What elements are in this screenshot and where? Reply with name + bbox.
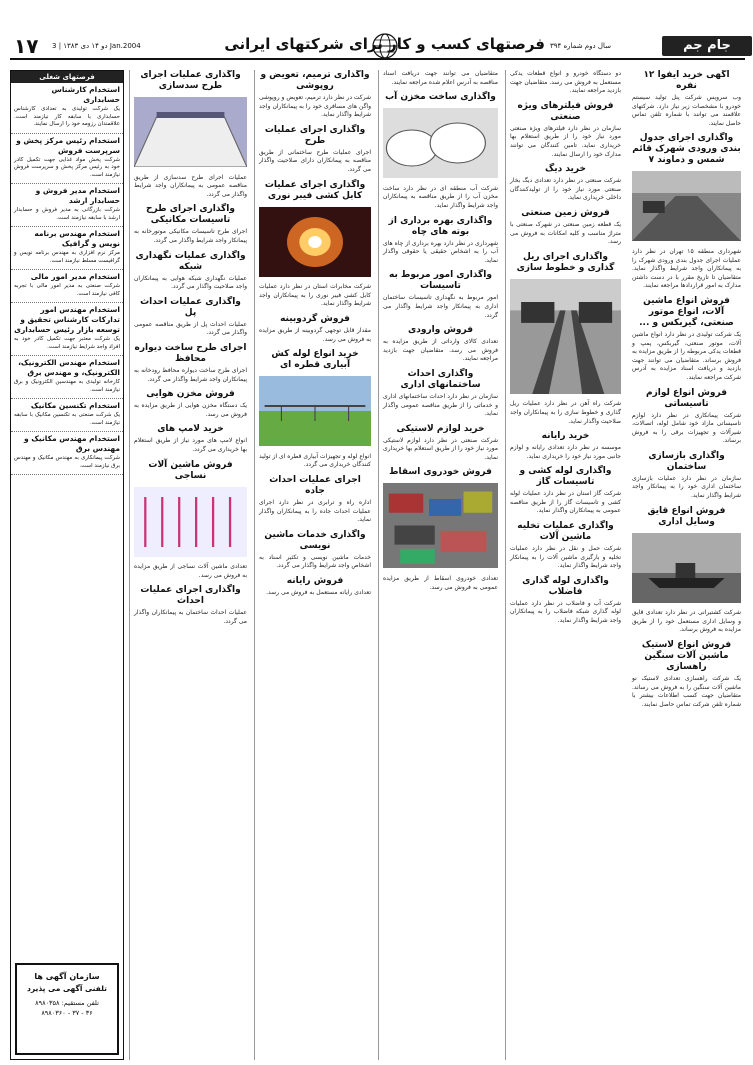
column-3 [378, 70, 502, 1060]
ad-title: واگذاری ساخت مخزن آب [385, 92, 496, 103]
ad-item: فروش انواع لاستیک ماشین آلات سنگین راهسازی یک شرکت راهسازی تعدادی لاستیک نو ماشین آلات سنگین را به فروش می رساند. متقاضیان جهت کسب اطلاعات بیشتر با شماره تلفن شرکت تماس حاصل نمایند. [632, 640, 741, 708]
ad-item: فروش رایانه تعدادی رایانه مستعمل به فروش می رسد. [255, 576, 375, 598]
job-item: استخدام مدیر امور مالی شرکت صنعتی به مدیر امور مالی با تجربه کافی نیازمند است. [11, 270, 123, 303]
ad-title: واگذاری عملیات تخلیه ماشین آلات [517, 521, 614, 543]
railway-photo [510, 279, 621, 394]
ad-title: واگذاری اجرای جدول بندی ورودی شهرک قائم شمس و دماوند ۷ [632, 133, 741, 166]
ad-item: واگذاری ترمیم، تعویض و روپوشی شرکت در نظر دارد ترمیم، تعویض و روپوشی واگن های مسافری خود را به پیمانکاران واجد شرایط واگذار نماید. [259, 70, 371, 119]
job-title: استخدام مدیر امور مالی [30, 272, 120, 281]
job-title: استخدام مهندس الکترونیک، الکترونیک، و مهندس برق [18, 358, 120, 377]
page-number: ١٧ [14, 34, 39, 58]
ad-item: خرید انواع لوله کش آبیاری قطره ای انواع لوله و تجهیزات آبیاری قطره ای از تولید کنندگان خریداری می گردد. [259, 349, 371, 469]
ad-item: واگذاری امور مربوط به تاسیسات امور مربوط به نگهداری تاسیسات ساختمان اداری به پیمانکار واجد شرایط واگذار می گردد. [383, 270, 498, 319]
fiber-optic-photo [259, 207, 371, 277]
job-item: استخدام مدیر فروش و حسابدار ارشد شرکت بازرگانی به مدیر فروش و حسابدار ارشد با سابقه نیازمند است. [11, 184, 123, 227]
ad-item: فروش خودروی اسقاط تعدادی خودروی اسقاط از طریق مزایده عمومی به فروش می رسد. [383, 467, 498, 591]
section-title: فرصتهای کسب و کار برای شرکتهای ایرانی [224, 35, 545, 53]
ad-title: فروش خودروی اسقاط [389, 467, 492, 478]
ad-title: اجرای عملیات احداث جاده [269, 474, 361, 496]
ads-office-subtitle: تلفنی آگهی می پذیرد [27, 984, 107, 993]
job-item: استخدام مهندس برنامه نویس و گرافیک مرکز نرم افزاری به مهندس برنامه نویس و گرافیست مسلط نیازمند است. [11, 227, 123, 270]
ad-item: واگذاری لوله کشی و تاسیسات گاز شرکت گاز استان در نظر دارد عملیات لوله کشی و تاسیسات گاز را از طریق مناقصه عمومی به پیمانکاران واگذار نماید. [510, 466, 621, 515]
ad-title: واگذاری اجرای ریل گذاری و خطوط سازی [516, 251, 615, 273]
ad-title: واگذاری عملیات احداث پل [140, 296, 241, 318]
ad-title: فروش انواع لاستیک ماشین آلات سنگین راهسازی [641, 640, 732, 673]
ad-item: فروش وارودی تعدادی کالای وارداتی از طریق مزایده به فروش می رسد. متقاضیان جهت بازدید مراجعه نمایند. [383, 325, 498, 363]
ad-item: خرید دیگ شرکت صنعتی در نظر دارد تعدادی دیگ بخار صنعتی مورد نیاز خود را از تولیدکنندگان داخلی خریداری نماید. [510, 164, 621, 202]
ad-title: فروش وارودی [408, 325, 473, 336]
boat-photo [632, 533, 741, 603]
job-item: استخدام مهندس مکانیک و مهندس برق شرکت پیمانکاری به مهندس مکانیک و مهندس برق نیازمند است. [11, 432, 123, 475]
ad-item: خرید رایانه موسسه در نظر دارد تعدادی رایانه و لوازم جانبی مورد نیاز خود را خریداری نماید. [510, 431, 621, 460]
ad-item: واگذاری عملیات احداث پل عملیات احداث پل از طریق مناقصه عمومی واگذار می گردد. [134, 296, 247, 337]
ad-item: واگذاری بهره برداری از بوته های چاه شهرداری در نظر دارد بهره برداری از چاه های آب را به اشخاص حقیقی یا حقوقی واگذار نماید. [383, 215, 498, 264]
job-title: استخدام مدیر فروش و حسابدار ارشد [35, 186, 120, 205]
ad-title: واگذاری عملیات نگهداری شبکه [135, 250, 246, 272]
ad-title: واگذاری اجرای عملیات کابل کشی فیبر نوری [264, 179, 366, 201]
ad-item: واگذاری عملیات نگهداری شبکه عملیات نگهداری شبکه هوایی به پیمانکاران واجد صلاحیت واگذار می گردد. [134, 250, 247, 291]
ad-item: واگذاری خدمات ماشین نویسی خدمات ماشین نویسی و تکثیر اسناد به اشخاص واجد شرایط واگذار می گردد. [259, 529, 371, 570]
job-item: استخدام رئیس مرکز پخش و سرپرست فروش شرکت پخش مواد غذایی جهت تکمیل کادر خود به رئیس مرکز پخش و سرپرست فروش نیازمند است. [11, 134, 123, 185]
ad-title: فروش زمین صنعتی [521, 207, 610, 218]
ad-title: واگذاری اجرای عملیات احداث [140, 585, 241, 607]
ad-item: واگذاری عملیات اجرای طرح سدسازی عملیات اجرای طرح سدسازی از طریق مناقصه عمومی به پیمانکاران واجد شرایط واگذار می گردد. [134, 70, 247, 198]
ads-phone-2: ۸۹۸۰۳۶۰ - ۳۷ - ۳۶ [41, 1009, 93, 1017]
ad-title: واگذاری عملیات اجرای طرح سدسازی [140, 70, 241, 91]
ad-title: فروش مخزن هوایی [146, 389, 235, 400]
ad-item: فروش انواع لوازم تاسیساتی شرکت پیمانکاری در نظر دارد لوازم تاسیساتی مازاد خود شامل لوله، اتصالات، شیرآلات و تجهیزات برقی را به فروش برساند. [632, 387, 741, 445]
ad-item: آگهی خرید ایفوا ۱۲ نفره وب سرویس شرکت پنل تولید سیستم خودرو با مشخصات زیر نیاز دارد. شرکتهای علاقمند می توانند با شماره تلفن تماس حاصل نمایند. [632, 70, 741, 127]
ad-item: واگذاری اجرای عملیات طرح اجرای عملیات طرح ساختمانی از طریق مناقصه به پیمانکاران دارای صلاحیت واگذار می گردد. [259, 124, 371, 173]
water-tanks-photo [383, 108, 498, 178]
ad-item: فروش گردوبینه مقدار قابل توجهی گردوبینه از طریق مزایده به فروش می رسد. [259, 313, 371, 343]
ad-title: واگذاری اجرای طرح تاسیسات مکانیکی [146, 204, 235, 226]
ad-item: فروش مخزن هوایی یک دستگاه مخزن هوایی از طریق مزایده به فروش می رسد. [134, 389, 247, 418]
job-title: استخدام تکنسین مکانیک [30, 401, 120, 410]
ad-item: واگذاری ساخت مخزن آب شرکت آب منطقه ای در نظر دارد ساخت مخزن آب را از طریق مناقصه به پیمانکاران واجد شرایط واگذار نماید. [383, 92, 498, 209]
ad-item: متقاضیان می توانند جهت دریافت اسناد مناقصه به آدرس اعلام شده مراجعه نمایند. [383, 70, 498, 86]
ad-title: فروش رایانه [286, 575, 344, 586]
job-title: استخدام مهندس امور تدارکات کارشناس تحقیق و توسعه بازار رئیس حسابداری [14, 305, 120, 334]
ad-item: واگذاری احداث ساختمانهای اداری سازمان در نظر دارد احداث ساختمانهای اداری و خدماتی را از طریق مناقصه عمومی واگذار نماید. [383, 368, 498, 418]
ad-title: واگذاری لوله گذاری فاضلاب [522, 575, 609, 597]
ad-title: واگذاری خدمات ماشین نویسی [264, 529, 366, 551]
ads-phone-1: تلفن مستقیم: ۸۹۸۰۳۵۸ [35, 999, 99, 1007]
ad-item: واگذاری لوله گذاری فاضلاب شرکت آب و فاضلاب در نظر دارد عملیات لوله گذاری شبکه فاضلاب را به پیمانکاران واجد شرایط واگذار نماید. [510, 575, 621, 625]
ad-title: خرید لامپ های [157, 424, 224, 435]
ad-title: واگذاری احداث ساختمانهای اداری [400, 368, 481, 390]
ad-title: فروش ماشین آلات نساجی [148, 459, 233, 481]
ad-title: فروش انواع قایق وسایل اداری [647, 505, 726, 527]
ad-title: فروش گردوبینه [280, 313, 350, 324]
ads-office-title: سازمان آگهی ها [34, 972, 100, 981]
newspaper-logo: جام جم [662, 36, 752, 56]
job-title: استخدام کارشناس حسابداری [51, 85, 120, 104]
ad-title: واگذاری بازسازی ساختمان [648, 450, 725, 472]
ad-item: واگذاری اجرای عملیات احداث عملیات احداث ساختمان به پیمانکاران واگذار می گردد. [134, 585, 247, 625]
ad-title: خرید رایانه [541, 431, 590, 442]
ad-item: واگذاری بازسازی ساختمان سازمان در نظر دارد عملیات بازسازی ساختمان اداری خود را به پیمانکار واجد شرایط واگذار نماید. [632, 450, 741, 500]
ad-title: اجرای طرح ساخت دیواره محافظ [134, 342, 247, 364]
ad-title: آگهی خرید ایفوا ۱۲ نفره [643, 70, 730, 91]
job-title: استخدام مهندس مکانیک و مهندس برق [23, 434, 120, 453]
ad-item: اجرای عملیات احداث جاده اداره راه و ترابری در نظر دارد اجرای عملیات احداث جاده را به پیمانکاران واگذار نماید. [259, 474, 371, 524]
job-item: استخدام مهندس امور تدارکات کارشناس تحقیق و توسعه بازار رئیس حسابداری یک شرکت معتبر جهت تکمیل کادر خود به افراد واجد شرایط نیازمند است. [11, 303, 123, 356]
ad-title: فروش انواع ماشین آلات، انواع موتور صنعتی، گیربکس و ... [639, 295, 734, 328]
ad-item: اجرای طرح ساخت دیواره محافظ اجرای طرح ساخت دیواره محافظ رودخانه به پیمانکاران واجد شرایط واگذار می گردد. [134, 342, 247, 383]
job-item: استخدام کارشناس حسابداری یک شرکت تولیدی به تعدادی کارشناس حسابداری با سابقه کار نیازمند است. علاقمندان رزومه خود را ارسال نمایند. [11, 83, 123, 134]
job-item: استخدام مهندس الکترونیک، الکترونیک، و مهندس برق کارخانه تولیدی به مهندسین الکترونیک و برق نیازمند است. [11, 356, 123, 399]
ad-title: واگذاری ترمیم، تعویض و روپوشی [260, 70, 370, 91]
ad-item: خرید لوازم لاستیکی شرکت صنعتی در نظر دارد لوازم لاستیکی مورد نیاز خود را از طریق استعلام بها خریداری نماید. [383, 423, 498, 461]
ad-item: واگذاری عملیات تخلیه ماشین آلات شرکت حمل و نقل در نظر دارد عملیات تخلیه و بارگیری ماشین آلات را به پیمانکار واجد شرایط واگذار نماید. [510, 521, 621, 570]
job-title: استخدام رئیس مرکز پخش و سرپرست فروش [16, 135, 120, 155]
ad-title: خرید لوازم لاستیکی [396, 423, 485, 434]
ad-item: فروش انواع ماشین آلات، انواع موتور صنعتی، گیربکس و ... یک شرکت تولیدی در نظر دارد انواع ماشین آلات، موتور صنعتی، گیربکس، پمپ و قطعات یدکی مربوطه را از طریق مزایده به فروش برساند. متقاضیان می توانند جهت بازدید و دریافت اسناد مزایده به آدرس شرکت مراجعه نمایند. [632, 295, 741, 381]
ad-item: دو دستگاه خودرو و انواع قطعات یدکی مستعمل به فروش می رسد. متقاضیان جهت بازدید مراجعه نمایند. [510, 70, 621, 95]
ad-item: واگذاری اجرای جدول بندی ورودی شهرک قائم شمس و دماوند ۷ شهرداری منطقه ۱۵ تهران در نظر دارد عملیات اجرای جدول بندی ورودی شهرک را به پیمانکاران واجد شرایط واگذار نماید. متقاضیان تا تاریخ مقرر با در دست داشتن مدارک به امور قراردادها مراجعه نمایند. [632, 133, 741, 290]
ad-item: فروش فیلترهای ویژه صنعتی سازمان در نظر دارد فیلترهای ویژه صنعتی مورد نیاز خود را از طریق استعلام بها خریداری نماید. تامین کنندگان می توانند مدارک خود را ارسال نمایند. [510, 100, 621, 158]
ad-title: فروش فیلترهای ویژه صنعتی [517, 100, 614, 122]
textile-machine-photo [134, 487, 247, 557]
ad-item: خرید لامپ های انواع لامپ های مورد نیاز از طریق استعلام بها خریداری می گردد. [134, 424, 247, 453]
ad-item: واگذاری اجرای عملیات کابل کشی فیبر نوری شرکت مخابرات استان در نظر دارد عملیات کابل کشی فیبر نوری را به پیمانکاران واجد شرایط واگذار نماید. [259, 179, 371, 308]
job-item: استخدام تکنسین مکانیک یک شرکت صنعتی به تکنسین مکانیک با سابقه نیازمند است. [11, 399, 123, 432]
ad-title: خرید انواع لوله کش آبیاری قطره ای [271, 349, 359, 371]
road-construction-photo [632, 171, 741, 241]
ad-title: خرید دیگ [544, 164, 586, 175]
irrigation-photo [259, 376, 371, 446]
column-1 [628, 70, 745, 1060]
ad-title: فروش انواع لوازم تاسیساتی [646, 387, 727, 409]
issue-number: سال دوم شماره ۳۹۴ [550, 42, 611, 50]
job-title: استخدام مهندس برنامه نویس و گرافیک [34, 229, 120, 248]
scrap-cars-photo [383, 483, 498, 568]
ad-item: واگذاری اجرای طرح تاسیسات مکانیکی اجرای طرح تاسیسات مکانیکی موتورخانه به پیمانکار واجد شرایط واگذار می گردد. [134, 204, 247, 244]
ad-title: واگذاری اجرای عملیات طرح [264, 124, 366, 146]
ad-title: واگذاری امور مربوط به تاسیسات [389, 270, 492, 292]
ad-item: واگذاری اجرای ریل گذاری و خطوط سازی شرکت راه آهن در نظر دارد عملیات ریل گذاری و خطوط سازی را به پیمانکاران واجد صلاحیت واگذار نماید. [510, 251, 621, 425]
jobs-sidebar [10, 70, 124, 1060]
column-5 [129, 70, 251, 1060]
dam-photo [134, 97, 247, 167]
ad-item: فروش انواع قایق وسایل اداری شرکت کشتیرانی در نظر دارد تعدادی قایق و وسایل اداری مستعمل خود را از طریق مزایده به فروش برساند. [632, 505, 741, 634]
ad-item: فروش زمین صنعتی یک قطعه زمین صنعتی در شهرک صنعتی با متراژ مناسب و کلیه امکانات به فروش می رسد. [510, 207, 621, 246]
ads-office-box [15, 963, 119, 1055]
ad-title: واگذاری لوله کشی و تاسیسات گاز [519, 466, 612, 488]
ad-title: واگذاری بهره برداری از بوته های چاه [388, 215, 493, 237]
issue-date: دو ۱۴ دی ۱۳۸۳ | 3 Jan.2004 [52, 42, 141, 50]
column-4 [254, 70, 375, 1060]
sidebar-header: فرصتهای شغلی [11, 71, 123, 83]
ad-item: فروش ماشین آلات نساجی تعدادی ماشین آلات نساجی از طریق مزایده به فروش می رسد. [134, 459, 247, 579]
globe-icon [370, 32, 400, 60]
page-header [10, 32, 745, 60]
column-2 [505, 70, 625, 1060]
